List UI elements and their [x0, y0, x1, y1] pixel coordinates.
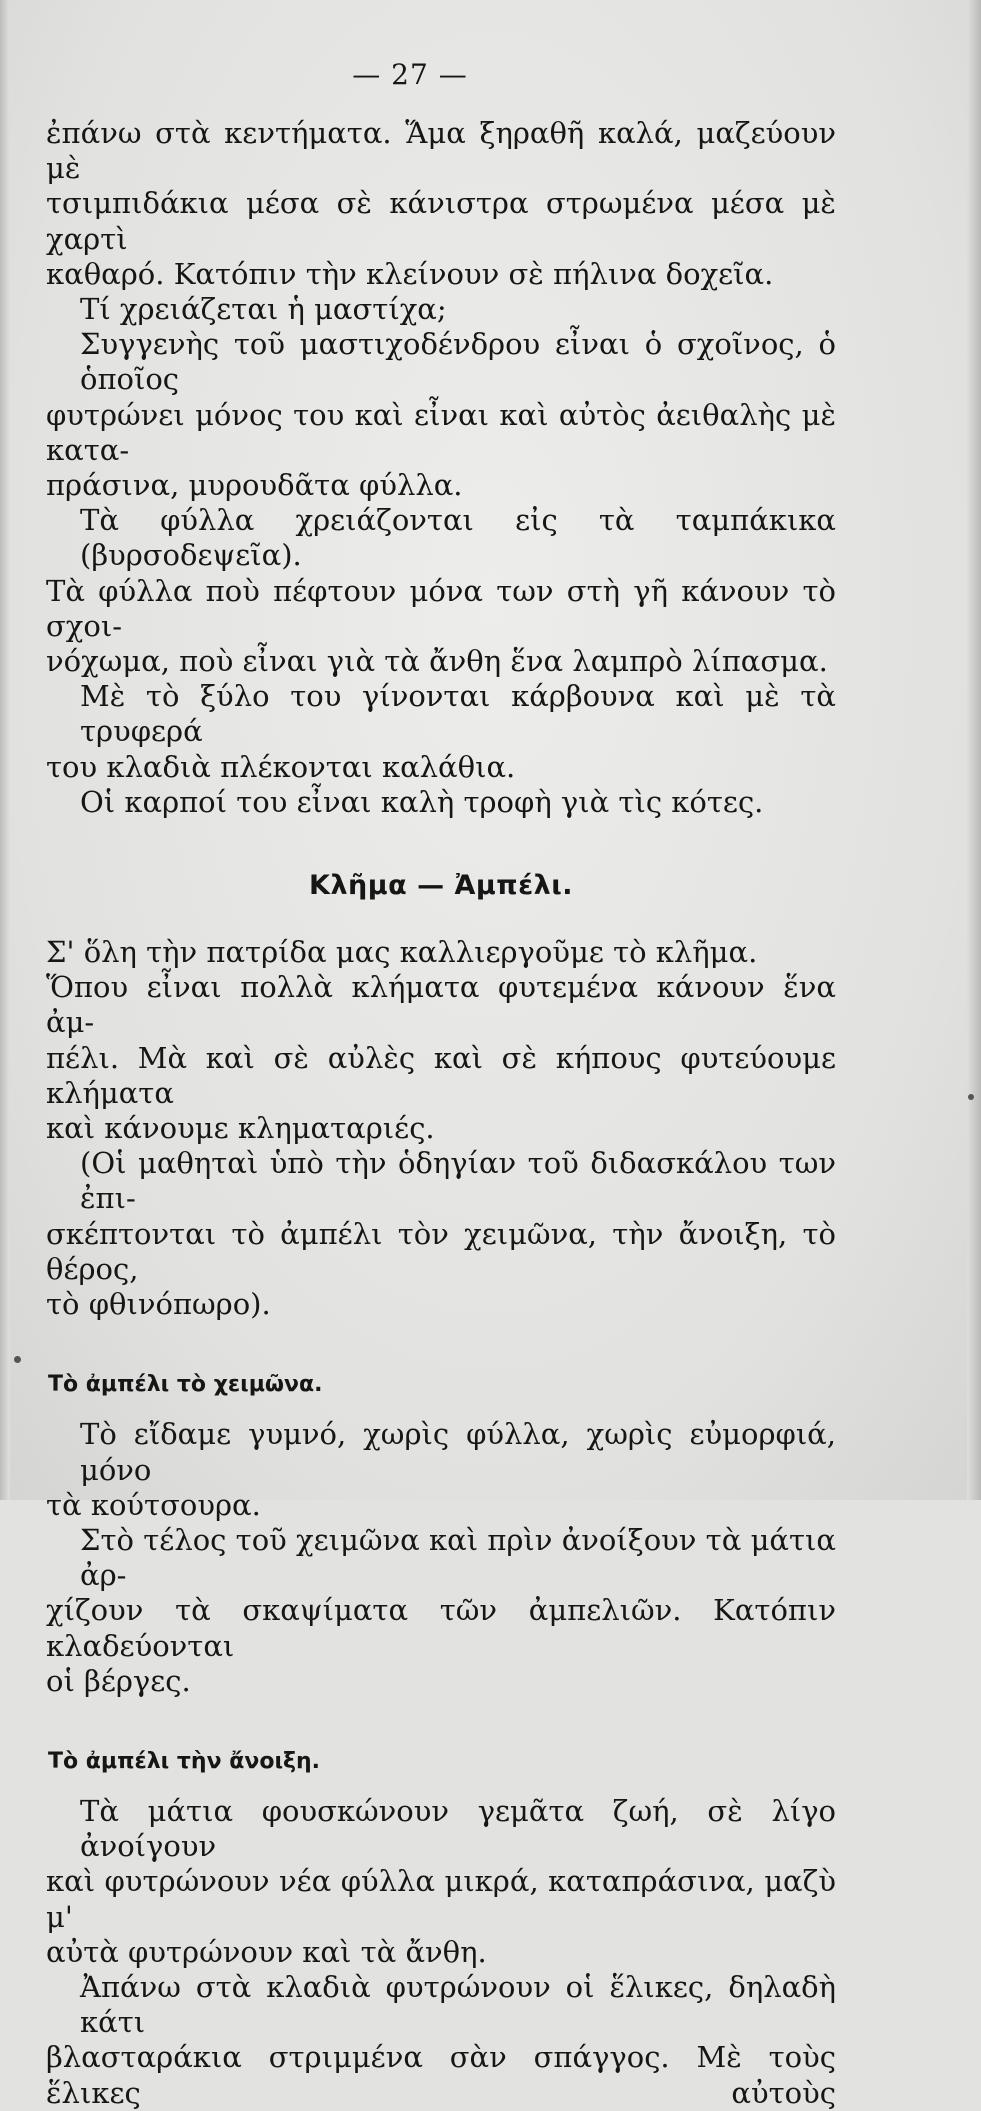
text-line: νόχωμα, ποὺ εἶναι γιὰ τὰ ἄνθη ἕνα λαμπρὸ λίπασμα.	[46, 644, 828, 679]
text-line: Τὸ εἴδαμε γυμνό, χωρὶς φύλλα, χωρὶς εὐμορφιά, μόνο	[80, 1417, 836, 1487]
text-line: Ὅπου εἶναι πολλὰ κλήματα φυτεμένα κάνουν ἕνα ἀμ-	[46, 970, 836, 1040]
text-line: Μὲ τὸ ξύλο του γίνονται κάρβουνα καὶ μὲ τὰ τρυφερά	[80, 679, 836, 749]
text-line: πέλι. Μὰ καὶ σὲ αὐλὲς καὶ σὲ κήπους φυτεύουμε κλήματα	[46, 1040, 836, 1110]
section-mastic-text	[46, 116, 836, 820]
subheading-winter: Τὸ ἀμπέλι τὸ χειμῶνα.	[48, 1372, 323, 1398]
text-line: Σ' ὅλη τὴν πατρίδα μας καλλιεργοῦμε τὸ κλῆμα.	[46, 935, 758, 970]
text-line: (Οἱ μαθηταὶ ὑπὸ τὴν ὁδηγίαν τοῦ διδασκάλου των ἐπι-	[80, 1146, 836, 1216]
text-line: καθαρό. Κατόπιν τὴν κλείνουν σὲ πήλινα δοχεῖα.	[46, 256, 774, 291]
page-number: — 27 —	[352, 58, 468, 91]
text-line: Οἱ καρποί του εἶναι καλὴ τροφὴ γιὰ τὶς κότες.	[80, 784, 764, 819]
text-line: οἱ βέργες.	[46, 1663, 191, 1698]
text-line: του κλαδιὰ πλέκονται καλάθια.	[46, 749, 516, 784]
text-line: Ἀπάνω στὰ κλαδιὰ φυτρώνουν οἱ ἕλικες, δηλαδὴ κάτι	[80, 1969, 836, 2040]
text-line: Τὰ μάτια φουσκώνουν γεμᾶτα ζωή, σὲ λίγο ἀνοίγουν	[80, 1793, 836, 1864]
section-vine-text	[46, 935, 836, 1322]
page-text	[46, 116, 836, 2111]
text-line: σκέπτονται τὸ ἀμπέλι τὸν χειμῶνα, τὴν ἄνοιξη, τὸ θέρος,	[46, 1216, 836, 1286]
text-line: Συγγενὴς τοῦ μαστιχοδένδρου εἶναι ὁ σχοῖνος, ὁ ὁποῖος	[80, 327, 836, 397]
text-line: καὶ φυτρώνουν νέα φύλλα μικρά, καταπράσινα, μαζὺ μ'	[46, 1864, 836, 1934]
section-heading: Κλῆμα — Ἀμπέλι.	[309, 870, 573, 902]
text-line: Τὰ φύλλα ποὺ πέφτουν μόνα των στὴ γῆ κάνουν τὸ σχοι-	[46, 573, 836, 643]
text-line: πράσινα, μυρουδᾶτα φύλλα.	[46, 468, 463, 503]
page-left-edge	[0, 0, 10, 1500]
section-spring-text	[46, 1794, 836, 2111]
text-line: φυτρώνει μόνος του καὶ εἶναι καὶ αὐτὸς ἀειθαλὴς μὲ κατα-	[46, 397, 836, 467]
subheading-spring: Τὸ ἀμπέλι τὴν ἄνοιξη.	[48, 1748, 321, 1774]
paper-speck	[968, 1094, 974, 1100]
paper-speck	[14, 1356, 21, 1363]
text-line: Τί χρειάζεται ἡ μαστίχα;	[80, 292, 447, 327]
page-right-edge	[967, 0, 981, 1500]
text-line: αὐτὰ φυτρώνουν καὶ τὰ ἄνθη.	[46, 1934, 487, 1969]
text-line: χίζουν τὰ σκαψίματα τῶν ἀμπελιῶν. Κατόπιν κλαδεύονται	[46, 1593, 836, 1663]
text-line: καὶ κάνουμε κληματαριές.	[46, 1111, 435, 1146]
section-winter-text	[46, 1417, 836, 1699]
text-line: τσιμπιδάκια μέσα σὲ κάνιστρα στρωμένα μέσα μὲ χαρτὶ	[46, 186, 836, 256]
text-line: Στὸ τέλος τοῦ χειμῶνα καὶ πρὶν ἀνοίξουν τὰ μάτια ἀρ-	[80, 1522, 836, 1593]
text-line: Τὰ φύλλα χρειάζονται εἰς τὰ ταμπάκικα (βυρσοδεψεῖα).	[80, 503, 836, 573]
text-line: ἐπάνω στὰ κεντήματα. Ἅμα ξηραθῆ καλά, μαζεύουν μὲ	[46, 116, 836, 186]
text-line: τὸ φθινόπωρο).	[46, 1287, 271, 1322]
text-line: βλασταράκια στριμμένα σὰν σπάγγος. Μὲ τοὺς ἕλικες αὐτοὺς	[46, 2040, 836, 2110]
text-line: τὰ κούτσουρα.	[46, 1487, 261, 1522]
